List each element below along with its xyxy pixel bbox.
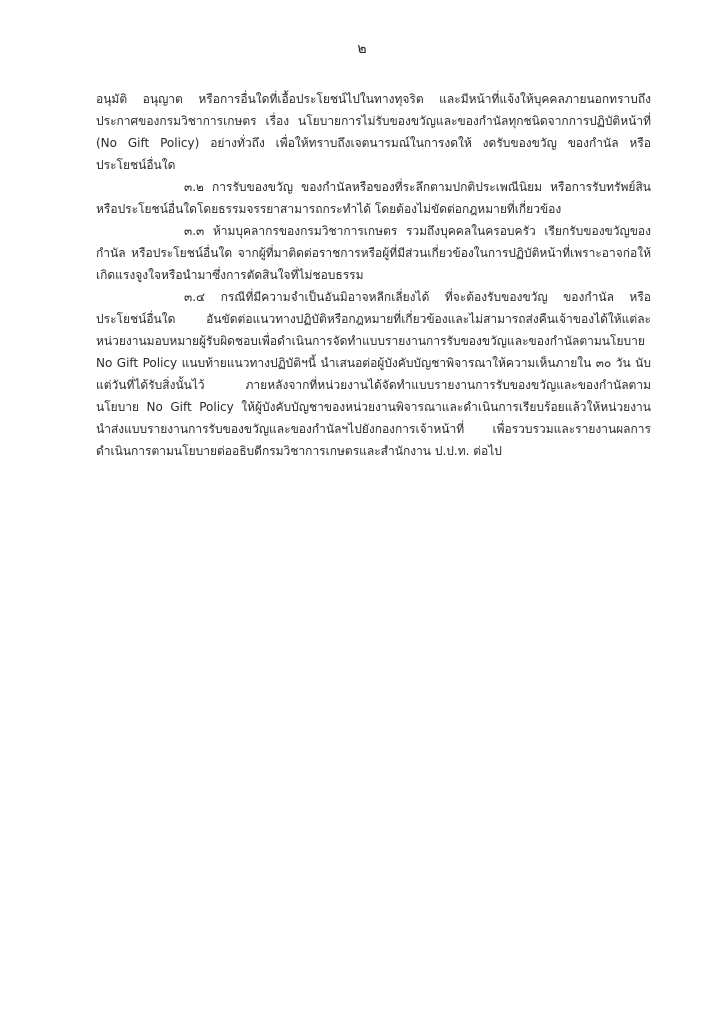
paragraph-3-4: ๓.๔ กรณีที่มีความจำเป็นอันมิอาจหลีกเลี่ยงได้ ที่จะต้องรับของขวัญ ของกำนัล หรือประโยชน์อื่นใด อันขัดต่อแนวทางปฏิบัติหรือกฎหมายที่เกี่ยวข้องและไม่สามารถส่งคืนเจ้าของได้ให้แต่ละหน่วยงานมอบหมายผู้รับผิดชอบเพื่อดำเนินการจัดทำแบบรายงานการรับของขวัญและของกำนัลตามนโยบาย No Gift Policy แนบท้ายแนวทางปฏิบัติฯนี้ นำเสนอต่อผู้บังคับบัญชาพิจารณาให้ความเห็นภายใน ๓๐ วัน นับแต่วันที่ได้รับสิ่งนั้นไว้ ภายหลังจากที่หน่วยงานได้จัดทำแบบรายงานการรับของขวัญและของกำนัลตามนโยบาย No Gift Policy ให้ผู้บังคับบัญชาของหน่วยงานพิจารณาและดำเนินการเรียบร้อยแล้วให้หน่วยงานนำส่งแบบรายงานการรับของขวัญและของกำนัลฯไปยังกองการเจ้าหน้าที่ เพื่อรวบรวมและรายงานผลการดำเนินการตามนโยบายต่ออธิบดีกรมวิชาการเกษตรและสำนักงาน ป.ป.ท. ต่อไป [96,290,651,458]
page-number: ๒ [357,41,367,57]
paragraph-3-3: ๓.๓ ห้ามบุคลากรของกรมวิชาการเกษตร รวมถึงบุคคลในครอบครัว เรียกรับของขวัญของกำนัล หรือประโยชน์อื่นใด จากผู้ที่มาติดต่อราชการหรือผู้ที่มีส่วนเกี่ยวข้องในการปฏิบัติหน้าที่เพราะอาจก่อให้เกิดแรงจูงใจหรือนำมาซึ่งการตัดสินใจที่ไม่ชอบธรรม [96,224,651,282]
document-body [96,88,651,462]
paragraph-continuation: อนุมัติ อนุญาต หรือการอื่นใดที่เอื้อประโยชน์ไปในทางทุจริต และมีหน้าที่แจ้งให้บุคคลภายนอกทราบถึงประกาศของกรมวิชาการเกษตร เรื่อง นโยบายการไม่รับของขวัญและของกำนัลทุกชนิดจากการปฏิบัติหน้าที่ (No Gift Policy) อย่างทั่วถึง เพื่อให้ทราบถึงเจตนารมณ์ในการงดให้ งดรับของขวัญ ของกำนัล หรือประโยชน์อื่นใด [96,92,651,172]
paragraph-3-2: ๓.๒ การรับของขวัญ ของกำนัลหรือของที่ระลึกตามปกติประเพณีนิยม หรือการรับทรัพย์สินหรือประโยชน์อื่นใดโดยธรรมจรรยาสามารถกระทำได้ โดยต้องไม่ขัดต่อกฎหมายที่เกี่ยวข้อง [96,180,651,216]
